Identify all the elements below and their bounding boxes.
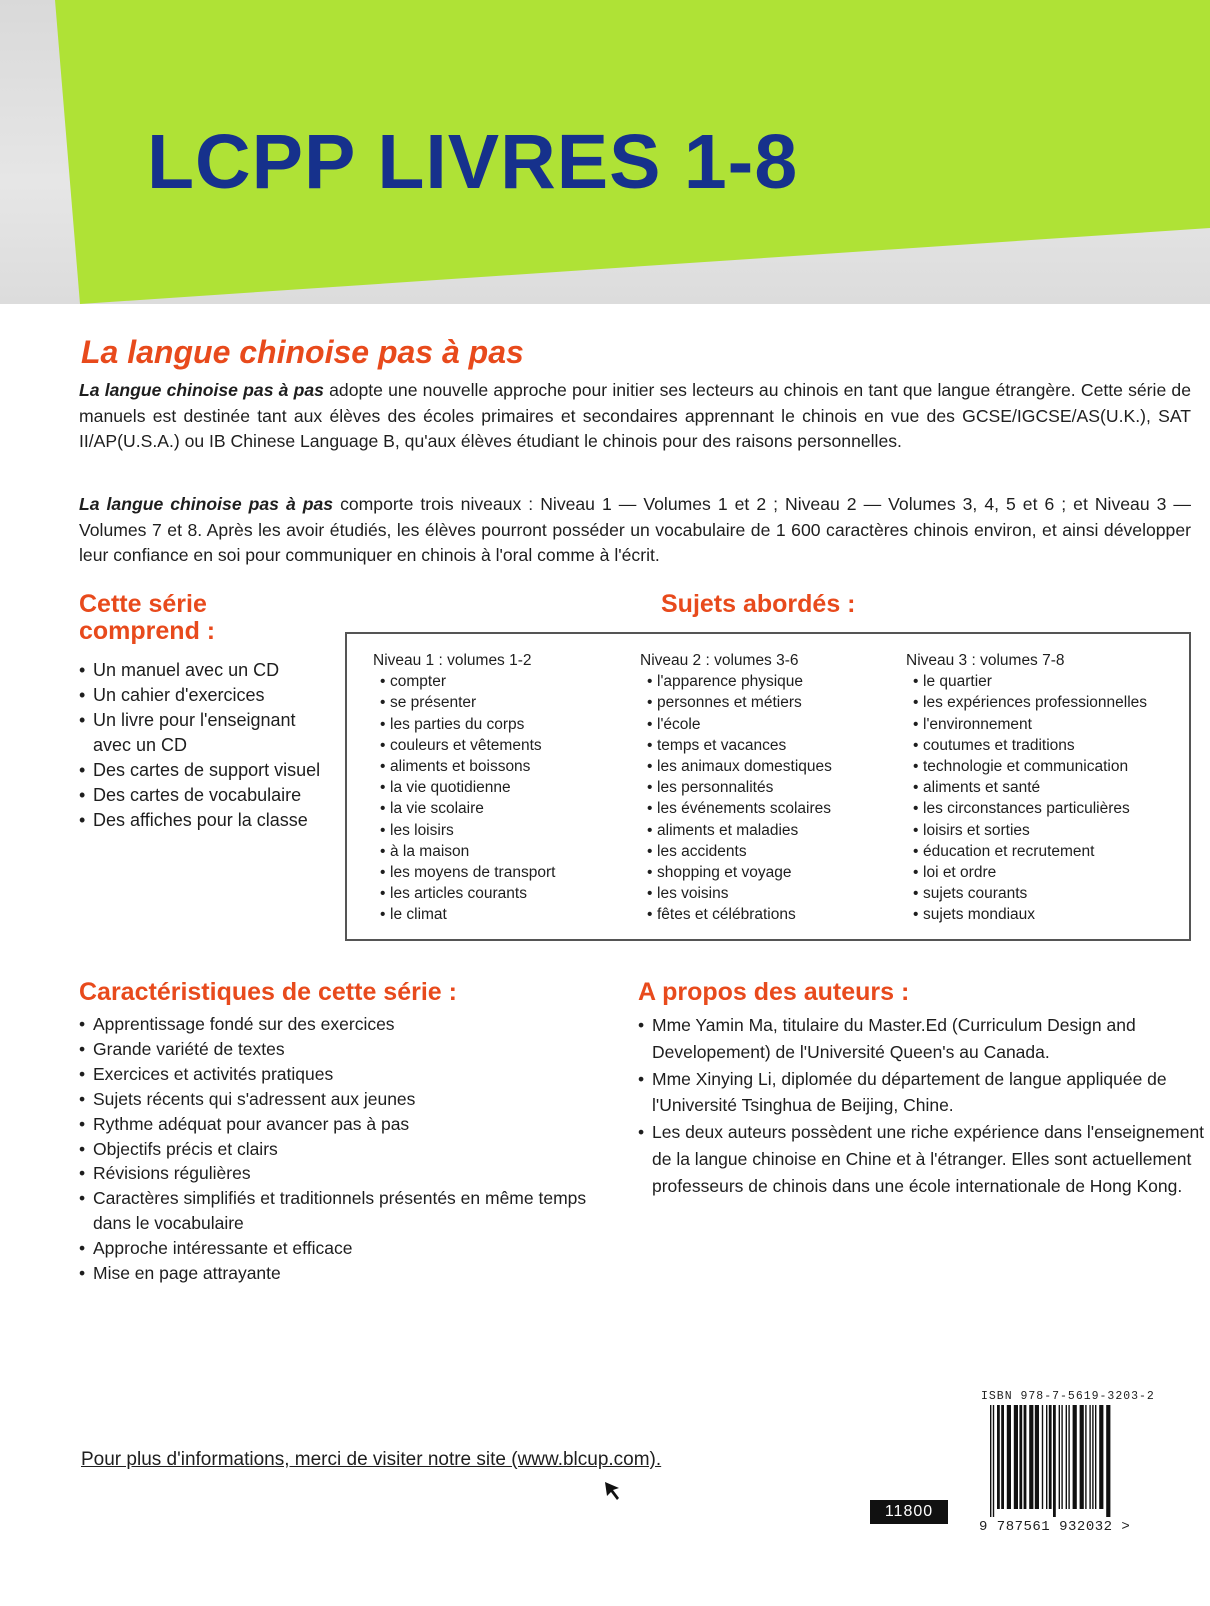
list-item: • les parties du corps <box>373 714 555 735</box>
list-item: • sujets courants <box>906 883 1147 904</box>
intro-paragraph-1-bold: La langue chinoise pas à pas <box>79 380 324 400</box>
list-item: • Des affiches pour la classe <box>79 808 320 833</box>
book-title: LCPP LIVRES 1-8 <box>147 119 799 205</box>
barcode-bar <box>1007 1405 1011 1509</box>
barcode-bar <box>1035 1405 1039 1509</box>
list-item: • les articles courants <box>373 883 555 904</box>
barcode-bar <box>1085 1405 1086 1509</box>
barcode-bar <box>1095 1405 1096 1509</box>
barcode-digits: 9 787561 932032 > <box>979 1519 1131 1535</box>
list-item: • loisirs et sorties <box>906 820 1147 841</box>
series-contents-list <box>79 658 320 833</box>
list-item: • Mme Xinying Li, diplomée du département de langue appliquée de l'Université Tsinghua de Beijing, Chine. <box>638 1066 1208 1120</box>
list-item: • Révisions régulières <box>79 1161 599 1186</box>
list-item: • Grande variété de textes <box>79 1037 599 1062</box>
barcode-bar <box>1014 1405 1018 1509</box>
barcode-bar <box>1053 1405 1056 1517</box>
list-item: • Les deux auteurs possèdent une riche expérience dans l'enseignement de la langue chinoise en Chine et à l'étranger. Elles sont actuellement professeurs de chinois dans une école internationale de Hong Kong. <box>638 1119 1208 1199</box>
list-item: • aliments et santé <box>906 777 1147 798</box>
list-item: • Un livre pour l'enseignant avec un CD <box>79 708 320 758</box>
list-item: • les animaux domestiques <box>640 756 832 777</box>
barcode-bar <box>1049 1405 1052 1509</box>
barcode-bar <box>1099 1405 1103 1509</box>
list-item: • se présenter <box>373 692 555 713</box>
list-item: • Rythme adéquat pour avancer pas à pas <box>79 1112 599 1137</box>
barcode-bar <box>1073 1405 1077 1509</box>
barcode-bar <box>1092 1405 1093 1509</box>
list-item: • compter <box>373 671 555 692</box>
authors-heading: A propos des auteurs : <box>638 978 910 1006</box>
list-item: • Mme Yamin Ma, titulaire du Master.Ed (Curriculum Design and Developement) de l'Université Queen's au Canada. <box>638 1012 1208 1066</box>
topics-level-1 <box>373 650 555 926</box>
barcode-bar <box>1042 1405 1043 1509</box>
intro-paragraph-2 <box>79 492 1191 569</box>
barcode-bar <box>1001 1405 1004 1509</box>
barcode-bar <box>990 1405 991 1517</box>
topics-level-3 <box>906 650 1147 926</box>
list-item: • couleurs et vêtements <box>373 735 555 756</box>
series-subtitle: La langue chinoise pas à pas <box>81 334 524 370</box>
barcode-bar <box>997 1405 1000 1509</box>
list-item: • Un cahier d'exercices <box>79 683 320 708</box>
website-link[interactable]: Pour plus d'informations, merci de visiter notre site (www.blcup.com). <box>81 1449 662 1470</box>
barcode-icon <box>990 1405 1140 1520</box>
list-item: • temps et vacances <box>640 735 832 756</box>
list-item: • les événements scolaires <box>640 798 832 819</box>
list-item: • Caractères simplifiés et traditionnels présentés en même temps dans le vocabulaire <box>79 1186 599 1236</box>
topics-heading: Sujets abordés : <box>661 590 856 618</box>
barcode-bar <box>1029 1405 1033 1509</box>
list-item: • Apprentissage fondé sur des exercices <box>79 1012 599 1037</box>
isbn-label: ISBN 978-7-5619-3203-2 <box>981 1390 1155 1403</box>
list-item: • shopping et voyage <box>640 862 832 883</box>
list-item: • les circonstances particulières <box>906 798 1147 819</box>
barcode-bar <box>993 1405 994 1517</box>
list-item: • le quartier <box>906 671 1147 692</box>
features-list <box>79 1012 599 1286</box>
list-item: • la vie quotidienne <box>373 777 555 798</box>
list-item: • la vie scolaire <box>373 798 555 819</box>
list-item: • l'école <box>640 714 832 735</box>
list-item: • les expériences professionnelles <box>906 692 1147 713</box>
mouse-cursor-icon <box>603 1480 623 1502</box>
topics-level-2 <box>640 650 832 926</box>
list-item: • les loisirs <box>373 820 555 841</box>
barcode-bar <box>1068 1405 1069 1509</box>
series-contents-heading-line-1: Cette série <box>79 590 207 618</box>
list-item: • les personnalités <box>640 777 832 798</box>
list-item: • Objectifs précis et clairs <box>79 1137 599 1162</box>
intro-paragraph-2-text: comporte trois niveaux : Niveau 1 — Volumes 1 et 2 ; Niveau 2 — Volumes 3, 4, 5 et 6 ; et Niveau 3 — Volumes 7 et 8. Après les avoir étudiés, les élèves pourront posséder un vocabulaire de 1 600 caractères chinois environ, et ainsi développer leur confiance en soi pour communiquer en chinois à l'oral comme à l'écrit. <box>79 494 1191 565</box>
list-item: • les moyens de transport <box>373 862 555 883</box>
intro-paragraph-2-bold: La langue chinoise pas à pas <box>79 494 334 514</box>
price-tag: 11800 <box>870 1500 948 1524</box>
barcode-bar <box>1019 1405 1022 1509</box>
intro-paragraph-1 <box>79 378 1191 455</box>
series-contents-heading-line-2: comprend : <box>79 617 216 645</box>
authors-list <box>638 1012 1208 1200</box>
list-item: • fêtes et célébrations <box>640 904 832 925</box>
list-item: • éducation et recrutement <box>906 841 1147 862</box>
list-item: • coutumes et traditions <box>906 735 1147 756</box>
list-item: • les accidents <box>640 841 832 862</box>
barcode-bar <box>1080 1405 1084 1509</box>
list-item: • les voisins <box>640 883 832 904</box>
topics-box <box>345 632 1191 941</box>
list-item: • sujets mondiaux <box>906 904 1147 925</box>
list-item: • Sujets récents qui s'adressent aux jeunes <box>79 1087 599 1112</box>
list-item: • Approche intéressante et efficace <box>79 1236 599 1261</box>
list-item: • Des cartes de vocabulaire <box>79 783 320 808</box>
topics-level-label: Niveau 1 : volumes 1-2 <box>373 652 532 669</box>
barcode-bar <box>1106 1405 1110 1517</box>
list-item: • à la maison <box>373 841 555 862</box>
list-item: • Exercices et activités pratiques <box>79 1062 599 1087</box>
topics-level-label: Niveau 3 : volumes 7-8 <box>906 652 1065 669</box>
barcode-bar <box>1024 1405 1027 1509</box>
list-item: • l'apparence physique <box>640 671 832 692</box>
barcode-bar <box>1066 1405 1067 1509</box>
features-heading: Caractéristiques de cette série : <box>79 978 457 1006</box>
list-item: • l'environnement <box>906 714 1147 735</box>
barcode-bar <box>1046 1405 1047 1509</box>
list-item: • Un manuel avec un CD <box>79 658 320 683</box>
list-item: • aliments et maladies <box>640 820 832 841</box>
list-item: • technologie et communication <box>906 756 1147 777</box>
intro-paragraph-1-text: adopte une nouvelle approche pour initier ses lecteurs au chinois en tant que langue étrangère. Cette série de manuels est destinée tant aux élèves des écoles primaires et secondaires apprennant le chinois en vue des GCSE/IGCSE/AS(U.K.), SAT II/AP(U.S.A.) ou IB Chinese Language B, qu'aux élèves étudiant le chinois pour des raisons personnelles. <box>79 380 1191 451</box>
list-item: • aliments et boissons <box>373 756 555 777</box>
list-item: • loi et ordre <box>906 862 1147 883</box>
topics-level-label: Niveau 2 : volumes 3-6 <box>640 652 799 669</box>
list-item: • Des cartes de support visuel <box>79 758 320 783</box>
list-item: • le climat <box>373 904 555 925</box>
barcode-bar <box>1061 1405 1062 1509</box>
list-item: • Mise en page attrayante <box>79 1261 599 1286</box>
barcode-bar <box>1089 1405 1090 1509</box>
list-item: • personnes et métiers <box>640 692 832 713</box>
series-contents-heading <box>79 591 215 645</box>
barcode-bar <box>1059 1405 1060 1509</box>
